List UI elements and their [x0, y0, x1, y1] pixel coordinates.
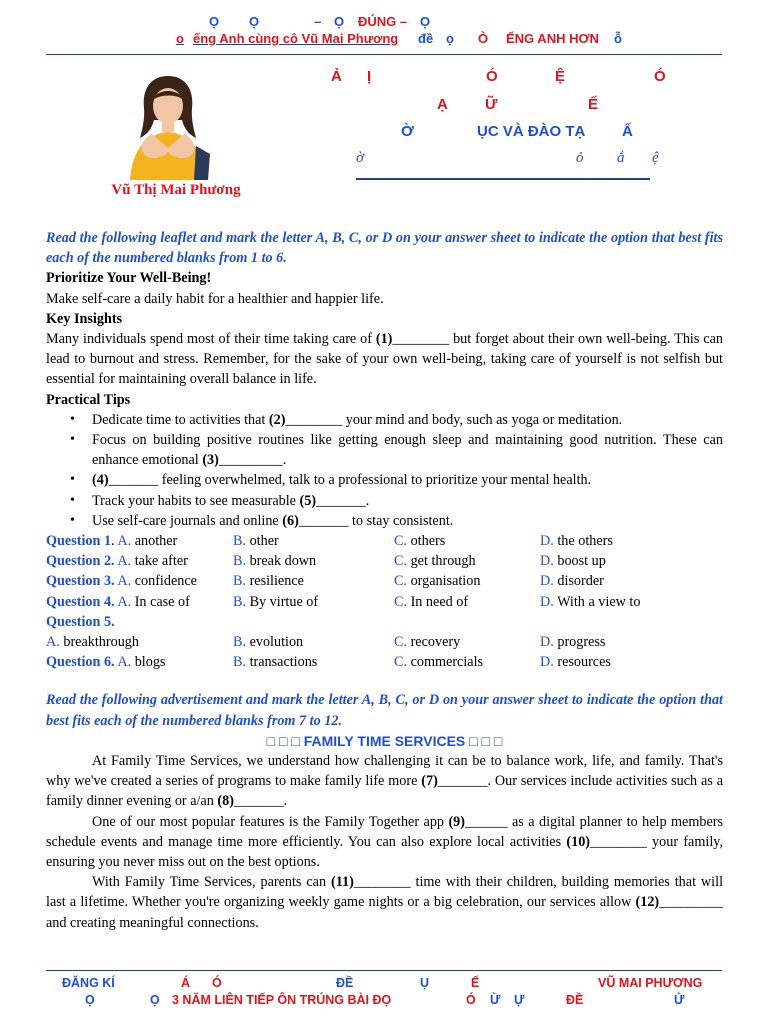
leaflet-subheading: Make self-care a daily habit for a healthier and happier life.: [46, 290, 384, 307]
header-text: ĐÚNG –: [358, 14, 408, 29]
header-link[interactable]: ếng Anh cùng cô Vũ Mai Phương: [193, 31, 399, 46]
title-divider: [356, 178, 650, 180]
footer-divider: [46, 970, 722, 971]
title-glyph: Ó: [486, 68, 498, 85]
advertisement-title: □ □ □ FAMILY TIME SERVICES □ □ □: [266, 732, 503, 749]
title-line-4: [0, 150, 768, 168]
header-line-1: [0, 14, 768, 30]
question-row: A. breakthrough B. evolution C. recovery D. progress: [46, 633, 606, 650]
footer-glyph: Ọ: [85, 993, 95, 1007]
title-glyph: Ả: [331, 68, 342, 85]
ad-paragraph-1: At Family Time Services, we understand how challenging it can be to balance work, life, and family. That's why we've created a series of programs to make family life more (7)_______. Our services include activities such as a family dinner evening or a/an (8)_______.: [46, 752, 723, 810]
document-body: [46, 228, 723, 933]
question-row: Question 4. A. In case of B. By virtue of C. In need of D. With a view to: [46, 593, 641, 610]
header-glyph: Ọ: [249, 14, 260, 29]
list-item: • Use self-care journals and online (6)_______ to stay consistent.: [92, 511, 723, 531]
footer-glyph: Ó: [212, 976, 222, 990]
header-glyph: Ọ: [209, 14, 220, 29]
footer-glyph: Á: [181, 976, 191, 990]
question-row: Question 6. A. blogs B. transactions C. commercials D. resources: [46, 654, 611, 671]
title-glyph: Ó: [654, 68, 666, 85]
leaflet-heading: Prioritize Your Well-Being!: [46, 270, 212, 287]
practical-tips-title: Practical Tips: [46, 391, 131, 408]
title-line-2: [0, 96, 768, 114]
header-link[interactable]: o: [176, 31, 184, 46]
question-row: Question 1. A. another B. other C. others D. the others: [46, 533, 613, 550]
header-line-2: [0, 31, 768, 47]
list-item: • Dedicate time to activities that (2)________ your mind and body, such as yoga or meditation.: [92, 410, 723, 430]
title-glyph: Ị: [367, 68, 372, 85]
question-row: Question 5.: [46, 613, 115, 630]
title-glyph: ờ: [356, 150, 365, 166]
title-glyph: Ấ: [622, 123, 633, 140]
question-row: Question 2. A. take after B. break down C. get through D. boost up: [46, 553, 606, 570]
footer-glyph: Ụ: [420, 976, 430, 990]
footer-line-2: [0, 993, 768, 1008]
footer-glyph: Ừ: [490, 993, 501, 1007]
title-glyph: Ế: [588, 96, 599, 113]
header-divider: [46, 54, 722, 55]
title-line-3: [0, 123, 768, 141]
footer-text: 3 NĂM LIÊN TIẾP ÔN TRÚNG BÀI ĐỌ: [172, 993, 392, 1007]
header-text: ẾNG ANH HƠN: [506, 31, 599, 46]
header-glyph: –: [314, 14, 322, 29]
ad-paragraph-3: With Family Time Services, parents can (11)________ time with their children, building memories that will last a lifetime. Whether you're organizing weekly game nights or a big celebration, our services allow (12)_________ and creating meaningful connections.: [46, 874, 724, 931]
header-glyph: Ọ: [420, 14, 431, 29]
header-glyph: ỗ: [614, 31, 622, 46]
title-line-1: [0, 68, 768, 86]
list-item: • Focus on building positive routines like getting enough sleep and maintaining good nutrition. These can enhance emotional (3)_________.: [92, 430, 723, 470]
footer-glyph: Ự: [514, 993, 525, 1007]
footer-text: VŨ MAI PHƯƠNG: [598, 976, 703, 990]
question-row: Question 3. A. confidence B. resilience C. organisation D. disorder: [46, 573, 604, 590]
footer-text: ĐỀ: [566, 993, 584, 1007]
title-glyph: ỏ: [576, 150, 584, 166]
list-item: • (4)_______ feeling overwhelmed, talk to a professional to prioritize your mental health.: [92, 470, 723, 490]
header-text: đề: [418, 31, 434, 46]
title-glyph: ắ: [617, 150, 625, 166]
title-glyph: Ờ: [401, 123, 414, 140]
title-glyph: ệ: [652, 150, 659, 166]
section2-instruction: Read the following advertisement and mark the letter A, B, C, or D on your answer sheet to indicate the option that best fits each of the numbered blanks from 7 to 12.: [46, 692, 723, 729]
footer-glyph: Ọ: [150, 993, 160, 1007]
footer-line-1: [0, 976, 768, 991]
tips-list: [46, 410, 723, 531]
section1-instruction: Read the following leaflet and mark the letter A, B, C, or D on your answer sheet to indicate the option that best fits each of the numbered blanks from 1 to 6.: [46, 230, 723, 267]
title-glyph: Ệ: [555, 68, 566, 85]
title-text: ỤC VÀ ĐÀO TẠ: [477, 123, 586, 140]
footer-glyph: Ử: [674, 993, 685, 1007]
header-glyph: ọ: [446, 31, 454, 46]
list-item: • Track your habits to see measurable (5)_______.: [92, 491, 723, 511]
title-glyph: Ạ: [437, 96, 448, 113]
header-glyph: Ọ: [334, 14, 345, 29]
author-name: Vũ Thị Mai Phương: [111, 182, 241, 198]
footer-glyph: Ó: [466, 993, 476, 1007]
key-insights-title: Key Insights: [46, 310, 123, 327]
footer-text: ĐỀ: [336, 976, 354, 990]
header-glyph: Ò: [478, 31, 489, 46]
footer-text: ĐĂNG KÍ: [62, 976, 115, 990]
title-glyph: Ữ: [485, 96, 498, 113]
footer-glyph: Ế: [471, 976, 480, 990]
ad-paragraph-2: One of our most popular features is the Family Together app (9)______ as a digital planner to help members schedule events and manage time more efficiently. You can also explore local activities (10)________ your family, ensuring you never miss out on the best options.: [46, 813, 723, 870]
key-insights-paragraph: Many individuals spend most of their time taking care of (1)________ but forget about their own well-being. This can lead to burnout and stress. Remember, for the sake of your own well-being, taking care of yourself is not selfish but essential for maintaining overall balance in life.: [46, 331, 723, 388]
